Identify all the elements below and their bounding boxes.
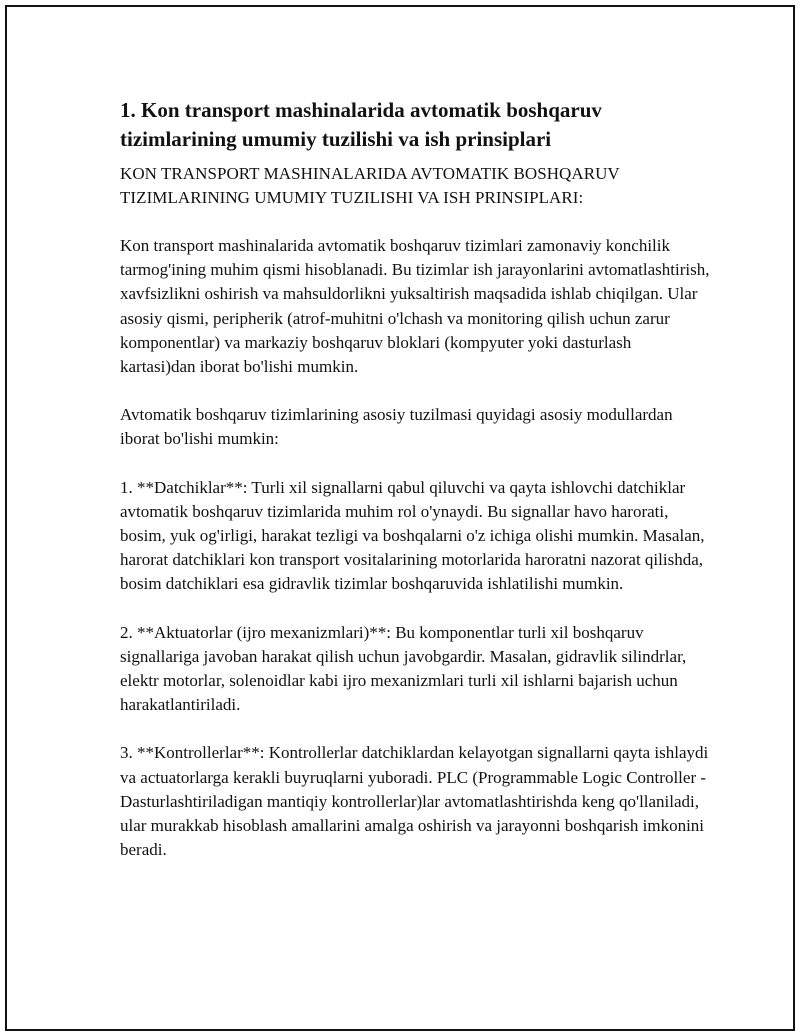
paragraph-intro: Kon transport mashinalarida avtomatik boshqaruv tizimlari zamonaviy konchilik tarmog'ining muhim qismi hisoblanadi. Bu tizimlar ish jarayonlarini avtomatlashtirish, xavfsizlikni oshirish va mahsuldorlikni yuksaltirish maqsadida ishlab chiqilgan. Ular asosiy qismi, peripherik (atrof-muhitni o'lchash va monitoring qilish uchun zarur komponentlar) va markaziy boshqaruv bloklari (kompyuter yoki dasturlash kartasi)dan iborat bo'lishi mumkin.	[120, 236, 710, 377]
document-title: 1. Kon transport mashinalarida avtomatik boshqaruv tizimlarining umumiy tuzilishi va ish prinsiplari	[120, 98, 602, 151]
paragraph-controllers: 3. **Kontrollerlar**: Kontrollerlar datchiklardan kelayotgan signallarni qayta ishlaydi va actuatorlarga kerakli buyruqlarni yuboradi. PLC (Programmable Logic Controller - Dasturlashtiriladigan mantiqiy kontrollerlar)lar avtomatlashtirishda keng qo'llaniladi, ular murakkab hisoblash amallarini amalga oshirish va jarayonni boshqarish imkonini beradi.	[120, 743, 709, 860]
paragraph-sensors: 1. **Datchiklar**: Turli xil signallarni qabul qiluvchi va qayta ishlovchi datchiklar avtomatik boshqaruv tizimlarida muhim rol o'ynaydi. Bu signallar havo harorati, bosim, yuk og'irligi, harakat tezligi va boshqalarni o'z ichiga olishi mumkin. Masalan, harorat datchiklari kon transport vositalarining motorlarida haroratni nazorat qilishda, bosim datchiklari esa gidravlik tizimlar boshqaruvida ishlatilishi mumkin.	[120, 477, 705, 594]
document-body	[120, 96, 710, 886]
paragraph-structure: Avtomatik boshqaruv tizimlarining asosiy tuzilmasi quyidagi asosiy modullardan iborat bo'lishi mumkin:	[120, 405, 673, 449]
document-subtitle: KON TRANSPORT MASHINALARIDA AVTOMATIK BOSHQARUV TIZIMLARINING UMUMIY TUZILISHI VA ISH PRINSIPLARI:	[120, 164, 620, 207]
paragraph-actuators: 2. **Aktuatorlar (ijro mexanizmlari)**: Bu komponentlar turli xil boshqaruv signallariga javoban harakat qilish uchun javobgardir. Masalan, gidravlik silindrlar, elektr motorlar, solenoidlar kabi ijro mexanizmlari turli xil ishlarni bajarish uchun harakatlantiriladi.	[120, 622, 687, 715]
page-frame	[5, 5, 795, 1031]
